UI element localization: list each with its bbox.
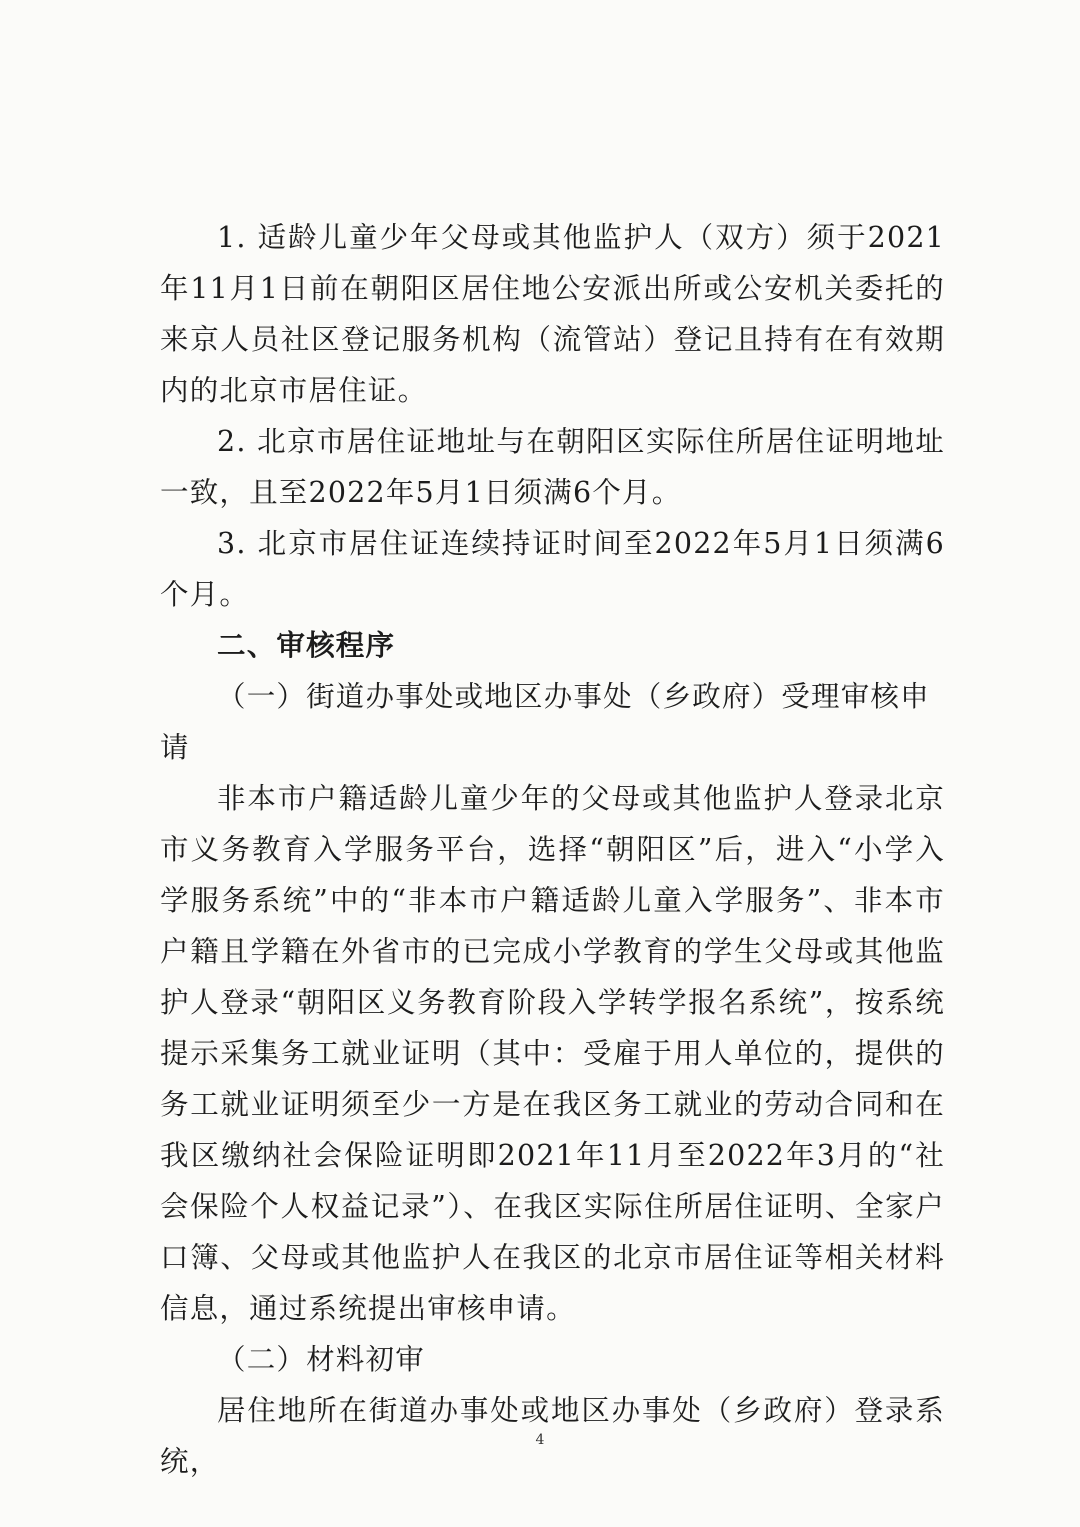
paragraph-condition-2: 2. 北京市居住证地址与在朝阳区实际住所居住证明地址一致，且至2022年5月1日须满6个月。 [160,425,945,509]
paragraph-application-process: 非本市户籍适龄儿童少年的父母或其他监护人登录北京市义务教育入学服务平台，选择“朝阳区”后，进入“小学入学服务系统”中的“非本市户籍适龄儿童入学服务”、非本市户籍且学籍在外省市的已完成小学教育的学生父母或其他监护人登录“朝阳区义务教育阶段入学转学报名系统”，按系统提示采集务工就业证明（其中：受雇于用人单位的，提供的务工就业证明须至少一方是在我区务工就业的劳动合同和在我区缴纳社会保险证明即2021年11月至2022年3月的“社会保险个人权益记录”）、在我区实际住所居住证明、全家户口簿、父母或其他监护人在我区的北京市居住证等相关材料信息，通过系统提出审核申请。 [160,782,945,1325]
subsection-heading-initial-review: （二）材料初审 [217,1343,425,1376]
paragraph-initial-review: 居住地所在街道办事处或地区办事处（乡政府）登录系统， [160,1394,945,1478]
document-body [160,212,945,1487]
paragraph-condition-1: 1. 适龄儿童少年父母或其他监护人（双方）须于2021年11月1日前在朝阳区居住地公安派出所或公安机关委托的来京人员社区登记服务机构（流管站）登记且持有在有效期内的北京市居住证。 [160,221,945,407]
section-heading-review-procedure: 二、审核程序 [217,629,396,662]
subsection-heading-accept-application: （一）街道办事处或地区办事处（乡政府）受理审核申请 [160,680,930,764]
paragraph-condition-3: 3. 北京市居住证连续持证时间至2022年5月1日须满6个月。 [160,527,945,611]
page-number: 4 [535,1432,545,1448]
